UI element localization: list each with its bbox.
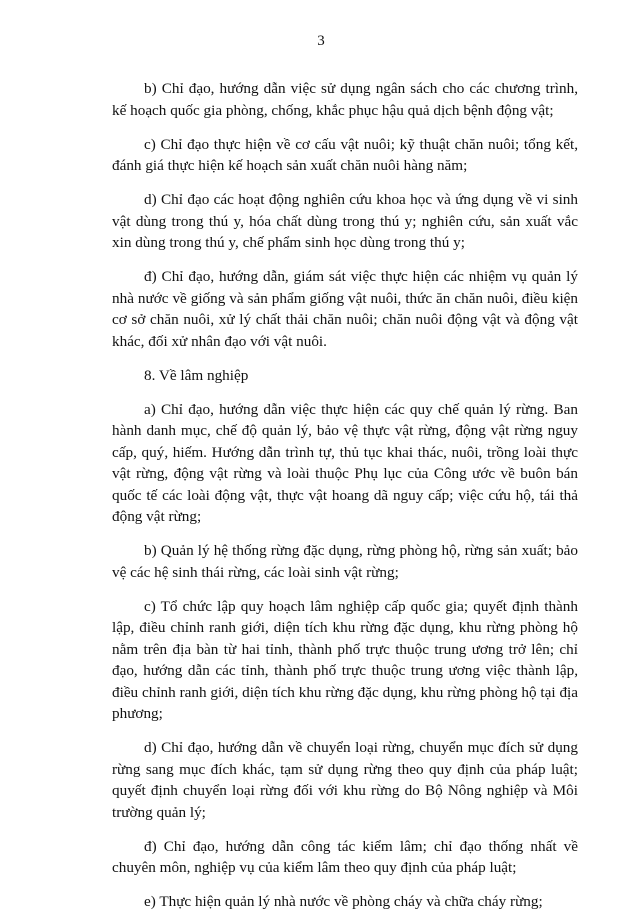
paragraph-8b: b) Quản lý hệ thống rừng đặc dụng, rừng phòng hộ, rừng sản xuất; bảo vệ các hệ sinh thái rừng, các loài sinh vật rừng; — [112, 542, 578, 581]
paragraph-7dd: đ) Chỉ đạo, hướng dẫn, giám sát việc thực hiện các nhiệm vụ quản lý nhà nước về giống và sản phẩm giống vật nuôi, thức ăn chăn nuôi, điều kiện cơ sở chăn nuôi, xử lý chất thải chăn nuôi; chăn nuôi động vật và động vật khác, đối xử nhân đạo với vật nuôi. — [112, 268, 578, 350]
paragraph-8e: e) Thực hiện quản lý nhà nước về phòng cháy và chữa cháy rừng; — [144, 893, 543, 910]
paragraph-8c: c) Tổ chức lập quy hoạch lâm nghiệp cấp quốc gia; quyết định thành lập, điều chỉnh ranh giới, diện tích khu rừng đặc dụng, khu rừng phòng hộ nằm trên địa bàn từ hai tỉnh, thành phố trực thuộc trung ương trở lên; chỉ đạo, hướng dẫn các tỉnh, thành phố trực thuộc trung ương việc thành lập, điều chỉnh ranh giới, diện tích khu rừng đặc dụng, khu rừng phòng hộ tại địa phương; — [112, 597, 578, 722]
paragraph-8a: a) Chỉ đạo, hướng dẫn việc thực hiện các quy chế quản lý rừng. Ban hành danh mục, chế độ quản lý, bảo vệ thực vật rừng, động vật rừng nguy cấp, quý, hiếm. Hướng dẫn trình tự, thủ tục khai thác, nuôi, trồng loài thực vật rừng, động vật rừng và loài thuộc Phụ lục của Công ước về buôn bán quốc tế các loài động vật, thực vật hoang dã nguy cấp; việc cứu hộ, tái thả động vật rừng; — [112, 400, 578, 525]
paragraph-7b: b) Chỉ đạo, hướng dẫn việc sử dụng ngân sách cho các chương trình, kế hoạch quốc gia phòng, chống, khắc phục hậu quả dịch bệnh động vật; — [112, 80, 578, 119]
section-heading-forestry: 8. Về lâm nghiệp — [144, 366, 249, 384]
paragraph-7c: c) Chỉ đạo thực hiện về cơ cấu vật nuôi; kỹ thuật chăn nuôi; tổng kết, đánh giá thực hiện kế hoạch sản xuất chăn nuôi hàng năm; — [112, 135, 578, 174]
page-number: 3 — [317, 33, 325, 49]
paragraph-8dd: đ) Chỉ đạo, hướng dẫn công tác kiểm lâm; chỉ đạo thống nhất về chuyên môn, nghiệp vụ của kiểm lâm theo quy định của pháp luật; — [112, 837, 578, 876]
paragraph-8d: d) Chỉ đạo, hướng dẫn về chuyển loại rừng, chuyển mục đích sử dụng rừng sang mục đích khác, tạm sử dụng rừng theo quy định của pháp luật; quyết định chuyển loại rừng đối với khu rừng do Bộ Nông nghiệp và Môi trường quản lý; — [112, 739, 578, 821]
paragraph-7d: d) Chỉ đạo các hoạt động nghiên cứu khoa học và ứng dụng về vi sinh vật dùng trong thú y, hóa chất dùng trong thú y; nghiên cứu, sản xuất vắc xin dùng trong thú y, chế phẩm sinh học dùng trong thú y; — [112, 191, 578, 251]
